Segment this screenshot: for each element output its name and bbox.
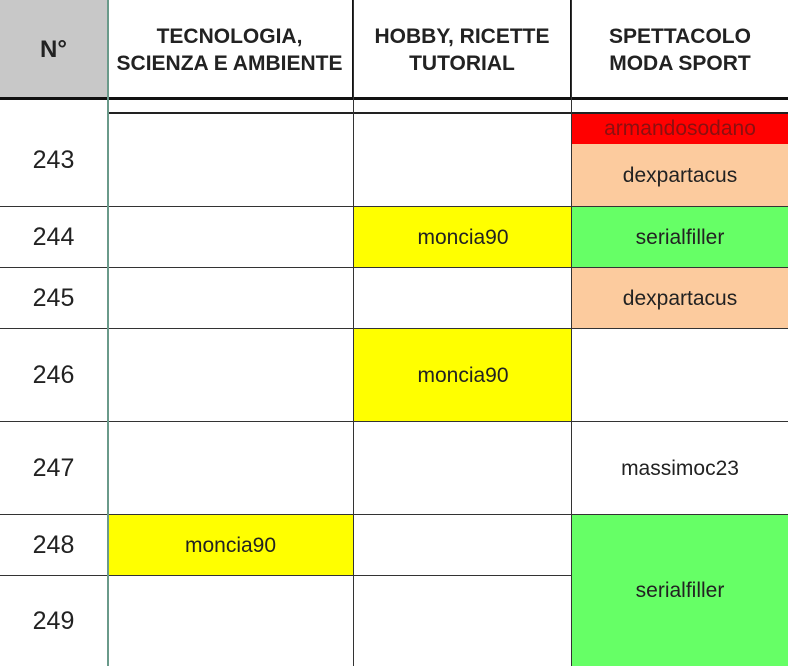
row-border bbox=[0, 575, 572, 576]
cell-243-tech bbox=[107, 113, 354, 207]
row-number-label: 248 bbox=[32, 531, 75, 559]
row-number-label: 247 bbox=[32, 454, 75, 482]
header-show-cell bbox=[572, 0, 788, 99]
row-border bbox=[0, 514, 788, 515]
cell-249-hobby bbox=[354, 576, 572, 666]
row-number-246 bbox=[0, 329, 107, 422]
header-number-cell bbox=[0, 0, 107, 99]
row-number-249 bbox=[0, 576, 107, 666]
cell-244-show bbox=[572, 207, 788, 268]
cell-245-show bbox=[572, 268, 788, 329]
cell-label: serialfiller bbox=[635, 225, 725, 249]
header-gap-line bbox=[107, 112, 788, 114]
header-number-label: N° bbox=[40, 36, 67, 63]
row-border bbox=[0, 267, 788, 268]
cell-label: moncia90 bbox=[184, 533, 277, 557]
row-border bbox=[0, 328, 788, 329]
header-tech-cell bbox=[107, 0, 354, 99]
cell-label: dexpartacus bbox=[622, 163, 738, 187]
header-tech-label: TECNOLOGIA, SCIENZA E AMBIENTE bbox=[116, 24, 343, 75]
row-number-label: 246 bbox=[32, 361, 75, 389]
row-number-248 bbox=[0, 515, 107, 576]
row-number-245 bbox=[0, 268, 107, 329]
cell-label: massimoc23 bbox=[621, 456, 739, 480]
cell-247-hobby bbox=[354, 422, 572, 515]
cell-247-show bbox=[572, 422, 788, 515]
cell-label: moncia90 bbox=[417, 225, 509, 249]
cell-249-tech bbox=[107, 576, 354, 666]
cell-246-tech bbox=[107, 329, 354, 422]
cell-245-hobby bbox=[354, 268, 572, 329]
cell-label: moncia90 bbox=[417, 363, 509, 387]
header-bottom-border bbox=[0, 97, 788, 100]
column-border bbox=[107, 0, 109, 666]
cell-243-show-top bbox=[572, 113, 788, 144]
header-hobby-label: HOBBY, RICETTE TUTORIAL bbox=[374, 24, 550, 75]
row-border bbox=[0, 206, 788, 207]
column-border bbox=[353, 0, 354, 666]
row-number-label: 249 bbox=[32, 606, 75, 635]
cell-248-249-show bbox=[572, 515, 788, 666]
column-border bbox=[571, 0, 572, 666]
row-number-label: 245 bbox=[32, 284, 75, 312]
cell-246-hobby bbox=[354, 329, 572, 422]
cell-label: serialfiller bbox=[635, 578, 725, 602]
cell-243-show-bottom bbox=[572, 144, 788, 207]
row-number-243 bbox=[0, 113, 107, 207]
cell-label: dexpartacus bbox=[622, 286, 738, 310]
cell-246-show bbox=[572, 329, 788, 422]
header-show-label: SPETTACOLO MODA SPORT bbox=[609, 24, 751, 75]
row-number-244 bbox=[0, 207, 107, 268]
row-number-247 bbox=[0, 422, 107, 515]
cell-248-hobby bbox=[354, 515, 572, 576]
cell-label: armandosodano bbox=[604, 116, 756, 140]
cell-243-hobby bbox=[354, 113, 572, 207]
row-number-label: 243 bbox=[32, 145, 75, 174]
row-border bbox=[0, 421, 788, 422]
row-number-label: 244 bbox=[32, 223, 75, 251]
cell-248-tech bbox=[107, 515, 354, 576]
cell-247-tech bbox=[107, 422, 354, 515]
cell-244-tech bbox=[107, 207, 354, 268]
header-hobby-cell bbox=[354, 0, 572, 99]
cell-245-tech bbox=[107, 268, 354, 329]
cell-244-hobby bbox=[354, 207, 572, 268]
